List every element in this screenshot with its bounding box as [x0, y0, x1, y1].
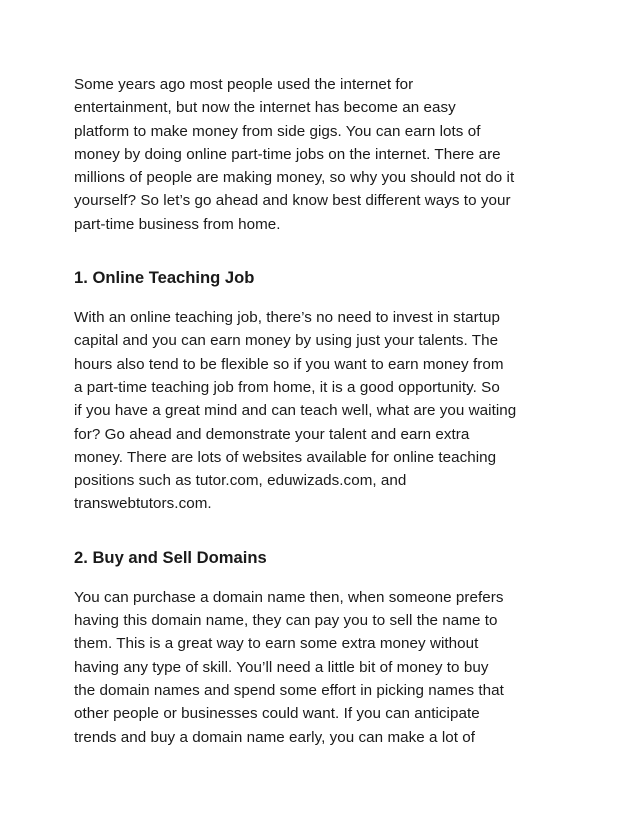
text-line: money. There are lots of websites available for online teaching	[74, 448, 497, 466]
section-heading-online-teaching: 1. Online Teaching Job	[74, 268, 255, 288]
text-line: the domain names and spend some effort in picking names that	[74, 681, 504, 699]
text-line: if you have a great mind and can teach well, what are you waiting	[74, 402, 517, 420]
online-teaching-paragraph	[74, 306, 574, 516]
text-line: yourself? So let’s go ahead and know best different ways to your	[74, 192, 511, 210]
text-line: hours also tend to be flexible so if you want to earn money from	[74, 355, 504, 373]
text-line: having this domain name, they can pay you to sell the name to	[74, 612, 498, 630]
section-heading-buy-sell-domains: 2. Buy and Sell Domains	[74, 547, 267, 567]
text-line: a part-time teaching job from home, it is a good opportunity. So	[74, 378, 500, 396]
text-line: them. This is a great way to earn some extra money without	[74, 635, 479, 653]
text-line: for? Go ahead and demonstrate your talent and earn extra	[74, 425, 470, 443]
text-line: transwebtutors.com.	[74, 495, 212, 513]
text-line: part-time business from home.	[74, 215, 281, 233]
text-line: With an online teaching job, there’s no need to invest in startup	[74, 309, 500, 327]
text-line: positions such as tutor.com, eduwizads.com, and	[74, 472, 407, 490]
text-line: trends and buy a domain name early, you can make a lot of	[74, 728, 476, 746]
text-line: entertainment, but now the internet has become an easy	[74, 99, 456, 117]
text-line: money by doing online part-time jobs on the internet. There are	[74, 145, 501, 163]
buy-sell-domains-paragraph	[74, 586, 574, 749]
text-line: having any type of skill. You’ll need a little bit of money to buy	[74, 658, 489, 676]
text-line: platform to make money from side gigs. You can earn lots of	[74, 122, 481, 140]
text-line: other people or businesses could want. If you can anticipate	[74, 705, 480, 723]
document-page	[74, 73, 574, 749]
text-line: millions of people are making money, so why you should not do it	[74, 169, 515, 187]
intro-paragraph	[74, 73, 574, 236]
text-line: capital and you can earn money by using just your talents. The	[74, 332, 499, 350]
text-line: You can purchase a domain name then, when someone prefers	[74, 588, 504, 606]
text-line: Some years ago most people used the internet for	[74, 76, 414, 93]
